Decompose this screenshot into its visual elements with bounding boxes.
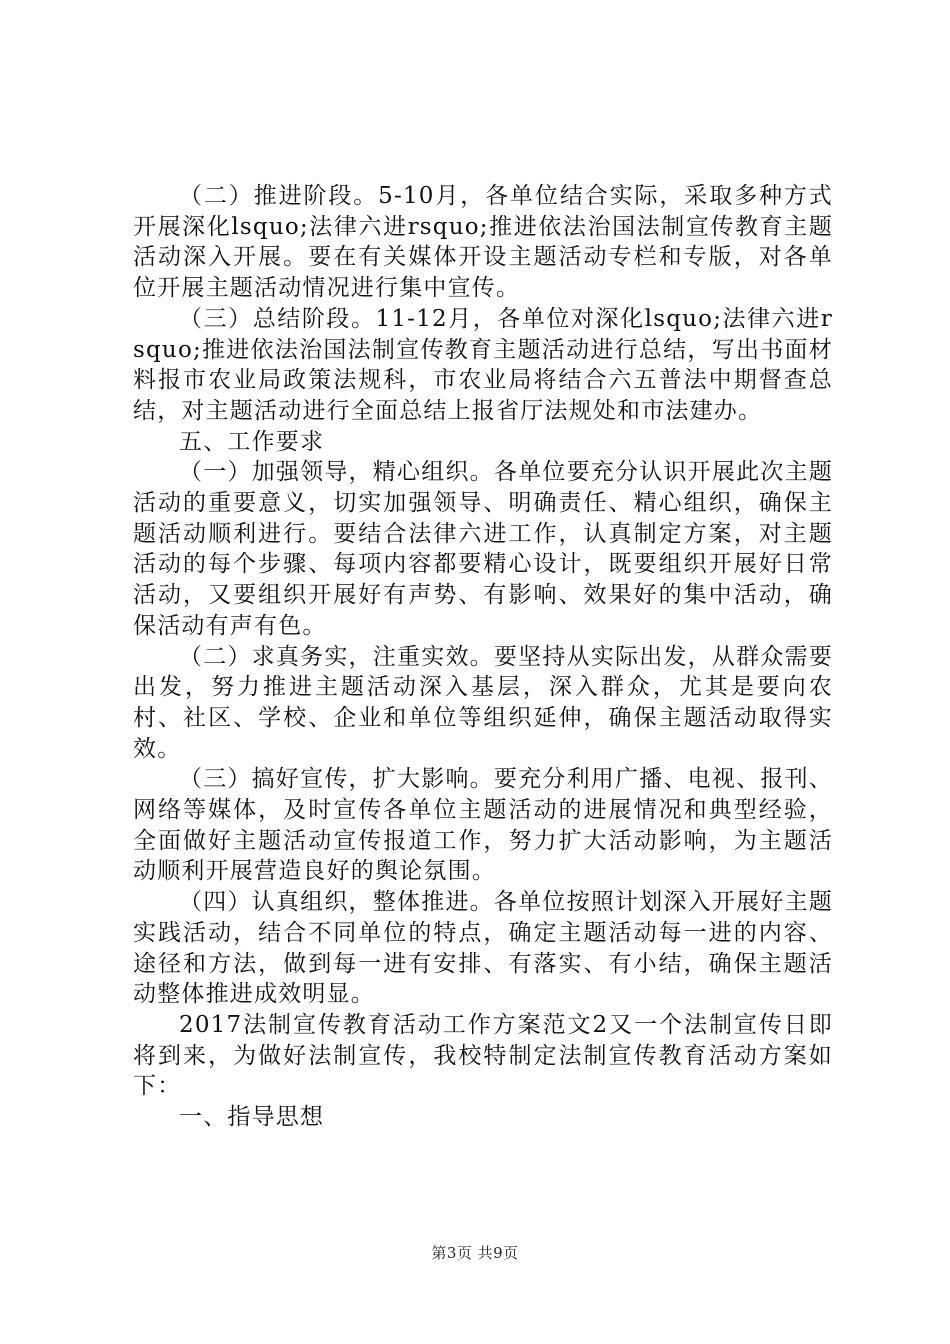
paragraph-practical-results: （二）求真务实，注重实效。要坚持从实际出发，从群众需要出发，努力推进主题活动深入基层，深入群众，尤其是要向农村、社区、学校、企业和单位等组织延伸，确保主题活动取得实效。 <box>133 643 833 762</box>
paragraph-summary-stage: （三）总结阶段。11-12月，各单位对深化lsquo;法律六进rsquo;推进依法治国法制宣传教育主题活动进行总结，写出书面材料报市农业局政策法规科，市农业局将结合六五普法中期督查总结，对主题活动进行全面总结上报省厅法规处和市法建办。 <box>133 305 833 424</box>
document-body <box>133 181 833 1133</box>
paragraph-publicity: （三）搞好宣传，扩大影响。要充分利用广播、电视、报刊、网络等媒体，及时宣传各单位主题活动的进展情况和典型经验，全面做好主题活动宣传报道工作，努力扩大活动影响，为主题活动顺利开展营造良好的舆论氛围。 <box>133 766 833 885</box>
paragraph-promotion-stage: （二）推进阶段。5-10月，各单位结合实际，采取多种方式开展深化lsquo;法律六进rsquo;推进依法治国法制宣传教育主题活动深入开展。要在有关媒体开设主题活动专栏和专版，对各单位开展主题活动情况进行集中宣传。 <box>133 183 833 302</box>
section-heading-work-requirements: 五、工作要求 <box>179 428 325 455</box>
paragraph-leadership: （一）加强领导，精心组织。各单位要充分认识开展此次主题活动的重要意义，切实加强领导、明确责任、精心组织，确保主题活动顺利进行。要结合法律六进工作，认真制定方案，对主题活动的每个步骤、每项内容都要精心设计，既要组织开展好日常活动，又要组织开展好有声势、有影响、效果好的集中活动，确保活动有声有色。 <box>133 459 833 639</box>
paragraph-plan-intro: 2017法制宣传教育活动工作方案范文2又一个法制宣传日即将到来，为做好法制宣传，我校特制定法制宣传教育活动方案如下： <box>133 1011 833 1100</box>
section-heading-guiding-ideology: 一、指导思想 <box>179 1104 325 1131</box>
paragraph-organization: （四）认真组织，整体推进。各单位按照计划深入开展好主题实践活动，结合不同单位的特点，确定主题活动每一进的内容、途径和方法，做到每一进有安排、有落实、有小结，确保主题活动整体推进成效明显。 <box>133 889 833 1008</box>
page-number-footer: 第3页 共9页 <box>431 1244 519 1262</box>
